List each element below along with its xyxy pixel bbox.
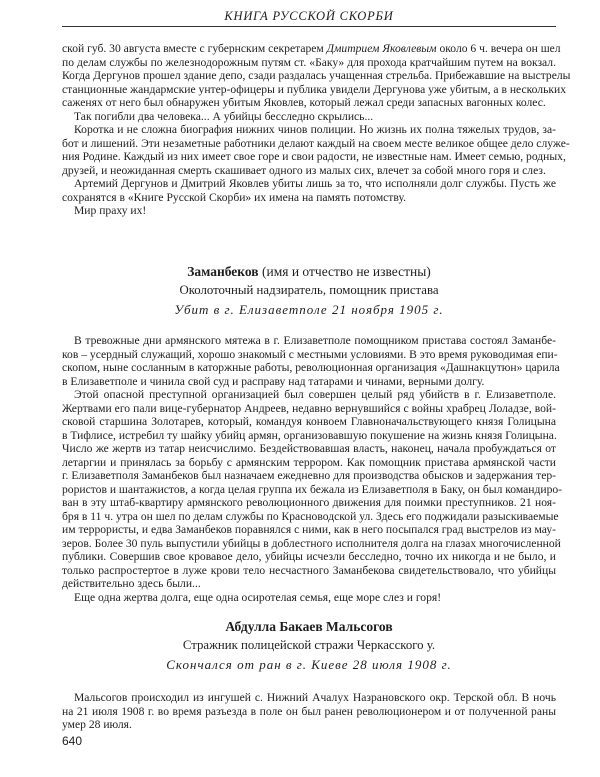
text-line: зеров. Более 30 пуль выпустили убийцы в доблестного исполнителя долга на глазах многочисленной <box>62 536 561 550</box>
text-line: Когда Дергунов прошел здание депо, сзади раздалась учащенная стрельба. Прибежавшие на выстрелы <box>62 69 571 82</box>
text-line: сковой старшина Золотарев, который, командуя конвоем Главноначальствующего князя Голицына <box>62 415 556 428</box>
text-line: Артемий Дергунов и Дмитрий Яковлев убиты лишь за то, что исполняли долг службы. Пусть же <box>74 177 556 190</box>
entry-role: Околоточный надзиратель, помощник пристава <box>179 283 439 297</box>
paragraph <box>62 177 556 204</box>
text-line: саженях от него был обнаружен убитым Яковлев, который лежал среди запасных вагонных колес. <box>62 96 546 109</box>
text-line: ния Родине. Каждый из них имеет свое горе и свои радости, не известные нам. Имеет семью, родных, <box>62 150 566 163</box>
paragraph <box>62 204 556 218</box>
text-line: в Елизаветполе и чинила свой суд и расправу над татарами и чинами, верными долгу. <box>62 374 485 388</box>
paragraph <box>62 388 563 591</box>
text-line: по делам службы по железнодорожным путям ст. «Баку» для прохода кратчайшим путем на вокзал. <box>62 55 556 69</box>
text-line: Мир праху их! <box>74 204 147 217</box>
paragraph <box>62 123 570 177</box>
text-line: ков – усердный служащий, хорошо знакомый с местными условиями. В это время руководимая епи- <box>62 347 558 361</box>
text-line: бря в 11 ч. утра он шел по делам службы по Красноводской ул. Здесь его поджидали разыскиваемые <box>62 509 559 523</box>
text-line: только распростертое в луже крови тело несчастного Заманбекова свидетельствовало, что убийцы <box>62 563 556 577</box>
text-line: сохранятся в «Книге Русской Скорби» их имена на память потомству. <box>62 190 406 204</box>
entry-name-line <box>62 617 556 636</box>
text-line <box>62 42 561 56</box>
paragraph <box>62 591 556 605</box>
text-line: им террористы, и едва Заманбеков поравнялся с ними, как в него посыпался град выстрелов из мау- <box>62 523 556 536</box>
text-line: Мальсогов происходил из ингушей с. Нижний Ачалух Назрановского окр. Терской обл. В ночь <box>74 691 556 704</box>
text-line: бот и лишений. Эти незаметные работники делают каждый на своем месте великое общее дело служе- <box>62 136 570 150</box>
entry-name-note: (имя и отчество не известны) <box>258 264 431 279</box>
page-number: 640 <box>62 734 83 748</box>
entry-name-line <box>62 262 556 281</box>
text-line: публики. Совершив свое кровавое дело, убийцы исчезли бесследно, точно их никогда и не было, и <box>62 550 556 563</box>
entry-date: Убит в г. Елизаветполе 21 ноября 1905 г. <box>174 302 444 317</box>
entry-name: Абдулла Бакаев Мальсогов <box>225 619 393 634</box>
paragraph <box>62 110 556 124</box>
header-rule <box>62 26 556 27</box>
text-line: умер 28 июля. <box>62 718 132 731</box>
paragraph <box>62 334 560 388</box>
text-line: станционные жандармские унтер-офицеры и публика увидели Дергунова уже убитым, а в нескольких <box>62 82 567 96</box>
intro-text <box>62 42 571 218</box>
text-line: В тревожные дни армянского мятежа в г. Елизаветполе помощником пристава состоял Заманбе- <box>74 334 556 347</box>
text-line: г. Елизаветполя Заманбеков был назначаем ежедневно для производства обысков и задержания тер- <box>62 469 556 482</box>
text-line: действительно здесь были... <box>62 577 201 590</box>
text-line: скопом, ныне сосланным в каторжные работы, революционная организация «Дашнакцутюн» царила <box>62 361 560 374</box>
text-line: друзей, и неожиданная смерть скашивает одного из малых сих, влечет за собой много горя и слез. <box>62 163 546 177</box>
zamanbekov-heading <box>62 262 556 319</box>
zamanbekov-text <box>62 334 563 604</box>
text-line: на 21 июля 1908 г. во время разъезда в поле он был ранен революционером и от полученной раны <box>62 704 556 718</box>
text-line: в Тифлисе, истребил ту шайку убийц армян, организовавшую покушение на жизнь князя Голицына. <box>62 428 557 442</box>
entry-role: Стражник полицейской стражи Черкасского у. <box>182 638 436 652</box>
text-segment: около 6 ч. вечера он шел <box>436 42 561 55</box>
text-line: рористов и шантажистов, а когда целая группа их бежала из Елизаветполя в Баку, он был командиро- <box>62 482 563 496</box>
text-line: ван в эту штаб-квартиру армянского революционного движения для поимки преступников. 21 ноя- <box>62 496 556 509</box>
malsogov-text <box>62 691 556 732</box>
text-line: летаргии и принялась за борьбу с армянским террором. Как помощник пристава армянской части <box>62 455 556 469</box>
text-line: Коротка и не сложна биография нижних чинов полиции. Но жизнь их полна тяжелых трудов, за- <box>74 123 556 136</box>
text-line: Еще одна жертва долга, еще одна осиротелая семья, еще море слез и горя! <box>74 590 442 604</box>
paragraph <box>62 691 556 732</box>
malsogov-heading <box>62 617 556 674</box>
paragraph <box>62 42 571 110</box>
text-line: Жертвами его пали вице-губернатор Андреев, недавно вернувшийся с войны храбрец Лоладзе, вой- <box>62 401 556 415</box>
text-line: Так погибли два человека... А убийцы бесследно скрылись... <box>74 109 374 123</box>
running-head: КНИГА РУССКОЙ СКОРБИ <box>224 9 394 23</box>
text-line: Число же жертв из татар неисчислимо. Бездействовавшая власть, наконец, начала пробуждаться от <box>62 442 556 455</box>
text-segment: ской губ. 30 августа вместе с губернским секретарем <box>62 42 327 55</box>
text-line: Этой опасной преступной организацией был совершен целый ряд убийств в г. Елизаветполе. <box>74 388 556 401</box>
entry-name: Заманбеков <box>187 264 259 279</box>
italic-name: Дмитрием Яковлевым <box>326 42 437 55</box>
entry-date: Скончался от ран в г. Киеве 28 июля 1908 г. <box>166 657 452 672</box>
